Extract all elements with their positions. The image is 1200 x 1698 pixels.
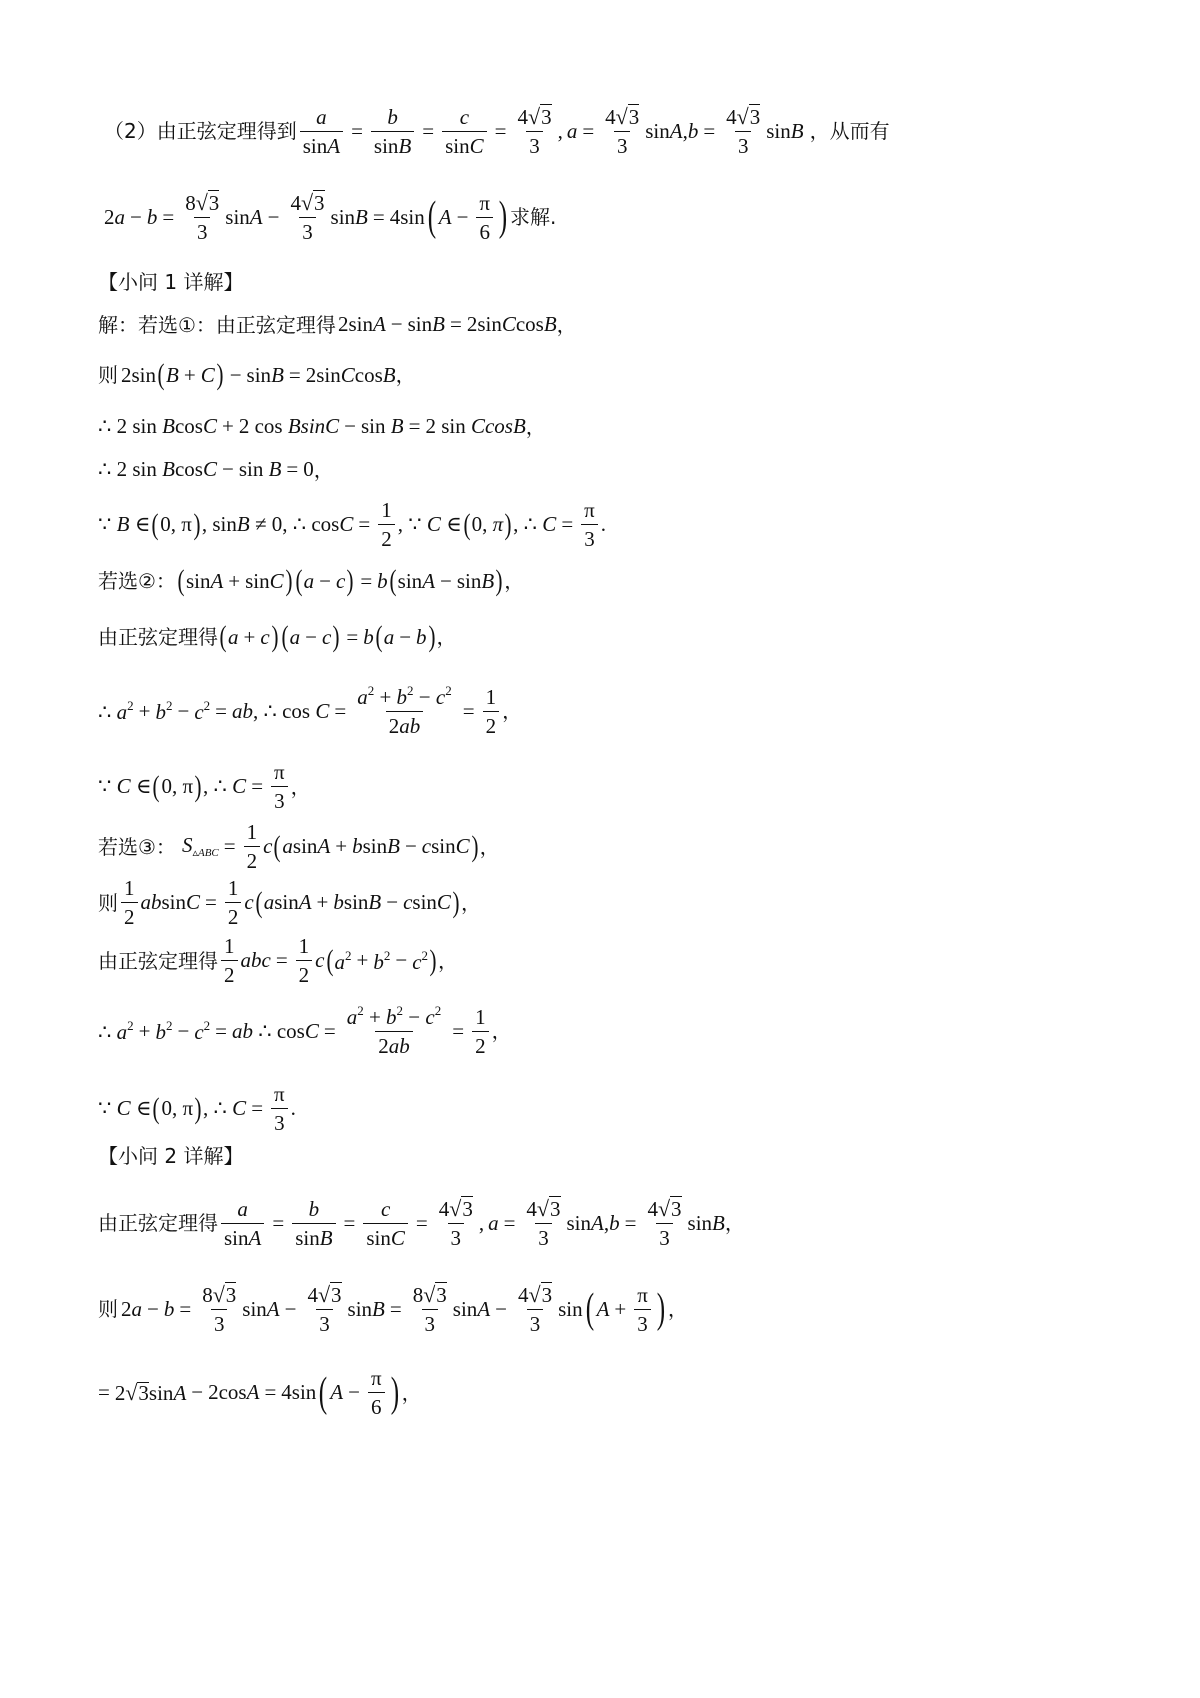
hint-mid-text: 从而有: [829, 119, 890, 144]
hint-end-text: 求解.: [510, 205, 557, 230]
choice3-label: 若选③：: [98, 834, 176, 859]
fraction-b-over-sinB: $\frac{b}{\sin B}$: [371, 105, 414, 158]
hint-line-2: 2a − b = 8 √ 3 3 sinA − 4 √ 3 3 sinB = 4sin ( A − $\frac{\pi}{6}$ ) 求解.: [104, 190, 557, 245]
choice3-line-5: ∵ C ∈ ( 0, π ) , ∴ C = $\frac{\pi}{3}$ .: [98, 1082, 296, 1136]
choice3-line-4: ∴ $a^2$ + $b^2$ − $c^2$ = ab ∴ cosC = $\frac{a^2 + b^2 - c^2}{2ab}$ = $\frac{1}{2}$ ，: [98, 1003, 512, 1059]
word-then: 则: [98, 363, 118, 387]
sol-intro-text: 解：若选①：由正弦定理得: [98, 312, 336, 337]
sol-line-5: ∵ B ∈ ( 0, π ) , sinB ≠ 0, ∴ cosC = $\frac{1}{2}$ , ∵ C ∈ ( 0, π ) , ∴ C = $\frac{\pi}{3}$ .: [98, 498, 607, 552]
by-sine-law-3: 由正弦定理得: [98, 1211, 218, 1236]
choice3-line-3: 由正弦定理得 $\frac{1}{2}$ abc = $\frac{1}{2}$ c ( $a^2$ + $b^2$ − $c^2$ ) ，: [98, 934, 459, 988]
fraction-c-over-sinC: $\frac{c}{\sin C}$: [442, 105, 487, 158]
sol-line-2: 则 2sin ( B + C ) − sinB = 2sinCcosB ，: [98, 358, 416, 391]
by-sine-law-2: 由正弦定理得: [98, 948, 218, 973]
sol-line-1: 解：若选①：由正弦定理得 2sinA − sinB = 2sinCcosB ，: [98, 312, 577, 337]
choice2-line: 若选②： ( sinA + sinC ) ( a − c ) = b ( sinA − sinB ) ，: [98, 564, 525, 597]
q2-line-2: 则 2a − b = 8 √ 3 3 sinA − 4 √ 3 3 sinB = 8 √ 3 3 sinA − 4 √ 3 3 sin ( A + $\frac{\pi}{3}$ ) ，: [98, 1282, 688, 1337]
word-then-2: 则: [98, 890, 118, 915]
by-sine-law-1: 由正弦定理得: [98, 625, 218, 649]
choice2-line-3: ∴ $a^2$ + $b^2$ − $c^2$ = ab, ∴ cos C = $\frac{a^2 + b^2 - c^2}{2ab}$ = $\frac{1}{2}$ ，: [98, 683, 523, 739]
heading-q2: 【小问 2 详解】: [98, 1144, 244, 1168]
choice2-label: 若选②：: [98, 569, 176, 593]
choice2-line-4: ∵ C ∈ ( 0, π ) , ∴ C = $\frac{\pi}{3}$ ，: [98, 760, 311, 814]
fraction-a-over-sinA: $\frac{a}{\sin A}$: [300, 105, 343, 158]
choice3-line-2: 则 $\frac{1}{2}$ absinC = $\frac{1}{2}$ c ( asinA + bsinB − csinC ) ，: [98, 876, 481, 930]
hint-intro-text: （2）由正弦定理得到: [104, 119, 297, 144]
choice3-line: 若选③： $S_{▵ABC}$ = $\frac{1}{2}$ c ( asinA + bsinB − csinC ) ，: [98, 820, 500, 874]
choice2-line-2: 由正弦定理得 ( a + c ) ( a − c ) = b ( a − b ) ，: [98, 620, 457, 653]
q2-line-1: 由正弦定理得 $\frac{a}{\sin A}$ = $\frac{b}{\sin B}$ = $\frac{c}{\sin C}$ = 4 √ 3 3 , a = 4 √ 3 3 sinA, b = 4 √ 3 3 sinB ，: [98, 1196, 745, 1251]
heading-q1: 【小问 1 详解】: [98, 270, 244, 294]
q2-line-3: = 2 √ 3 sinA − 2cosA = 4sin ( A − $\frac{\pi}{6}$ ) ，: [98, 1366, 422, 1420]
word-then-3: 则: [98, 1297, 118, 1322]
hint-line-1: （2）由正弦定理得到 $\frac{a}{\sin A}$ = $\frac{b}{\sin B}$ = $\frac{c}{\sin C}$ = 4 √ 3 3 , a = 4 √ 3 3 sinA, b = 4 √ 3 3 sinB ， 从而有: [104, 104, 890, 159]
sol-line-4: ∴ 2 sin BcosC − sin B = 0 ，: [98, 457, 334, 482]
sol-line-3: ∴ 2 sin BcosC + 2 cos BsinC − sin B = 2 sin CcosB ，: [98, 414, 546, 439]
